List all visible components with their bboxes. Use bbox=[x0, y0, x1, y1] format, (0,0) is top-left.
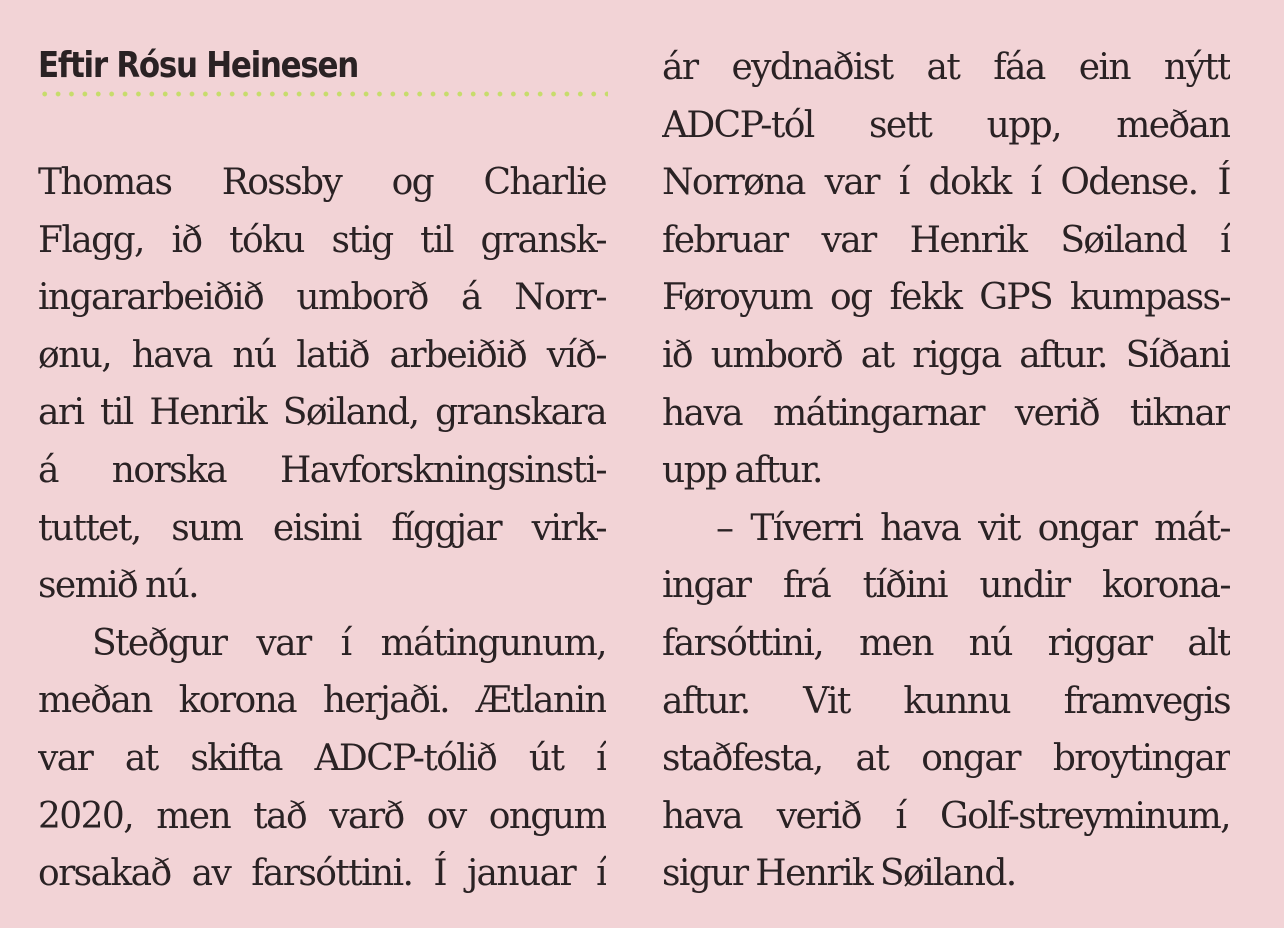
left-column bbox=[38, 154, 606, 903]
text-line: 2020, men tað varð ov ongum bbox=[38, 795, 606, 837]
text-line: ari til Henrik Søiland, granskara bbox=[38, 392, 606, 434]
text-line: ár eydnaðist at fáa ein nýtt bbox=[662, 47, 1230, 88]
text-line: staðfesta, at ongar broytingar bbox=[662, 738, 1230, 780]
text-line: Flagg, ið tóku stig til gransk- bbox=[38, 219, 606, 261]
text-line: aftur. Vit kunnu framvegis bbox=[662, 680, 1230, 722]
paragraph-3 bbox=[662, 500, 1230, 903]
text-line: hava verið í Golf-streyminum, bbox=[662, 795, 1230, 837]
right-column bbox=[662, 39, 1230, 903]
text-line: orsakað av farsóttini. Í januar í bbox=[38, 853, 606, 895]
text-line: semið nú. bbox=[38, 565, 198, 607]
paragraph-2-continued bbox=[662, 39, 1230, 500]
text-line: ADCP-tól sett upp, meðan bbox=[662, 104, 1230, 146]
text-line: februar var Henrik Søiland í bbox=[662, 219, 1230, 261]
text-line: var at skifta ADCP-tólið út í bbox=[38, 737, 606, 779]
text-line: tuttet, sum eisini fíggjar virk- bbox=[38, 507, 606, 549]
text-line: sigur Henrik Søiland. bbox=[662, 853, 1016, 895]
text-line: hava mátingarnar verið tiknar bbox=[662, 392, 1230, 434]
text-line: meðan korona herjaði. Ætlanin bbox=[38, 680, 606, 722]
text-line: ønu, hava nú latið arbeiðið víð- bbox=[38, 334, 606, 376]
text-line: farsóttini, men nú riggar alt bbox=[662, 622, 1230, 664]
text-line: ið umborð at rigga aftur. Síðani bbox=[662, 334, 1230, 376]
byline: Eftir Rósu Heinesen bbox=[38, 45, 358, 86]
paragraph-1 bbox=[38, 154, 606, 615]
paragraph-2 bbox=[38, 615, 606, 903]
text-line: ingar frá tíðini undir korona- bbox=[662, 565, 1230, 607]
text-line: – Tíverri hava vit ongar mát- bbox=[716, 507, 1230, 549]
text-line: Føroyum og fekk GPS kumpass- bbox=[662, 277, 1230, 319]
text-line: Steðgur var í mátingunum, bbox=[92, 622, 606, 664]
text-line: Thomas Rossby og Charlie bbox=[38, 162, 606, 203]
text-line: ingararbeiðið umborð á Norr- bbox=[38, 277, 606, 319]
text-line: á norska Havforskningsinsti- bbox=[38, 449, 606, 491]
dotted-divider bbox=[38, 91, 608, 97]
text-line: Norrøna var í dokk í Odense. Í bbox=[662, 162, 1230, 204]
text-line: upp aftur. bbox=[662, 450, 822, 492]
